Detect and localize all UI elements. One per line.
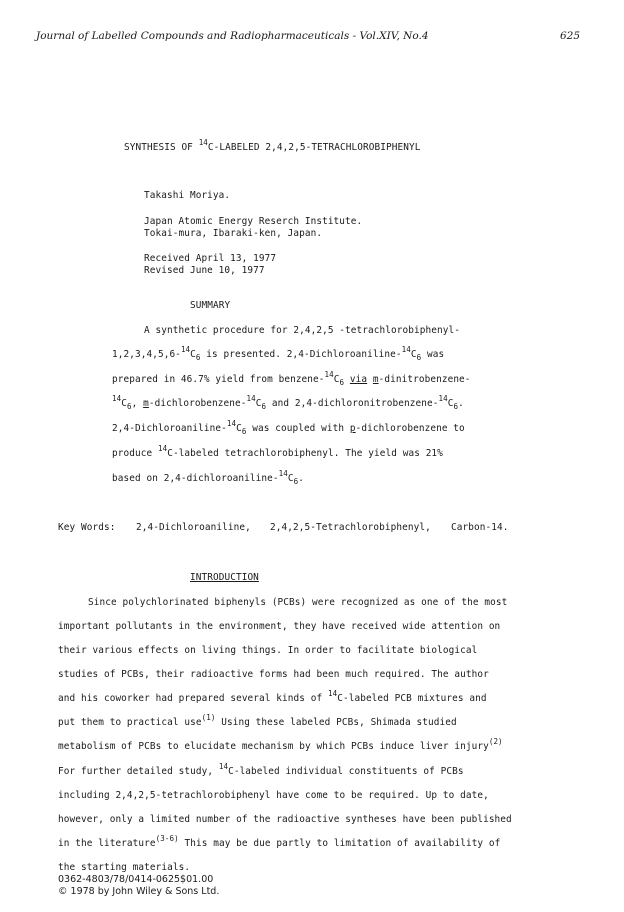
received-date: Received April 13, 1977 xyxy=(144,253,277,264)
intro-line-12: the starting materials. xyxy=(58,862,191,873)
keyword-2: 2,4,2,5-Tetrachlorobiphenyl, xyxy=(270,522,431,533)
intro-line-9: including 2,4,2,5-tetrachlorobiphenyl have come to be required. Up to date, xyxy=(58,790,489,801)
introduction-heading: INTRODUCTION xyxy=(190,572,259,583)
summary-line-6: produce $^{14}$C-labeled tetrachlorobiphenyl. The yield was 21% xyxy=(112,444,443,459)
intro-line-4: studies of PCBs, their radioactive forms had been much required. The author xyxy=(58,669,489,680)
intro-line-1: Since polychlorinated biphenyls (PCBs) were recognized as one of the most xyxy=(88,597,508,608)
summary-line-2: $1,2,3,4,5,6-^{14}C_6$ is presented. $2,4-Dichloroaniline-^{14}C_6$ was xyxy=(112,345,445,362)
intro-line-11: in the literature$^{(3-6)}$ This may be due partly to limitation of availability of xyxy=(58,834,501,849)
page-number: 625 xyxy=(560,30,581,42)
summary-heading: SUMMARY xyxy=(190,300,231,311)
footer-copyright: © 1978 by John Wiley & Sons Ltd. xyxy=(58,886,220,897)
intro-line-3: their various effects on living things. In order to facilitate biological xyxy=(58,645,478,656)
author-name: Takashi Moriya. xyxy=(144,190,231,201)
paper-title: SYNTHESIS OF $^{14}$C-LABELED 2,4,2,5-TETRACHLOROBIPHENYL xyxy=(124,138,421,153)
intro-line-6: put them to practical use$^{(1)}$ Using these labeled PCBs, Shimada studied xyxy=(58,713,457,728)
affiliation-line-1: Japan Atomic Energy Reserch Institute. xyxy=(144,216,363,227)
affiliation-line-2: Tokai-mura, Ibaraki-ken, Japan. xyxy=(144,228,323,239)
summary-line-1: A synthetic procedure for 2,4,2,5 -tetrachlorobiphenyl- xyxy=(144,325,460,336)
summary-line-7: based on $2,4-dichloroaniline-^{14}C_6$. xyxy=(112,469,304,486)
keyword-3: Carbon-14. xyxy=(451,522,509,533)
intro-line-7: metabolism of PCBs to elucidate mechanism by which PCBs induce liver injury$^{(2)}$ xyxy=(58,737,503,752)
intro-line-10: however, only a limited number of the radioactive syntheses have been published xyxy=(58,814,512,825)
intro-line-2: important pollutants in the environment, they have received wide attention on xyxy=(58,621,501,632)
summary-line-5: $2,4-Dichloroaniline-^{14}C_6$ was coupled with p-dichlorobenzene to xyxy=(112,419,465,436)
footer-issn: 0362-4803/78/0414-0625$01.00 xyxy=(58,874,214,885)
intro-line-8: For further detailed study, $^{14}$C-labeled individual constituents of PCBs xyxy=(58,762,464,777)
revised-date: Revised June 10, 1977 xyxy=(144,265,265,276)
keyword-1: 2,4-Dichloroaniline, xyxy=(136,522,251,533)
summary-line-4: $^{14}C_6$, $m-dichlorobenzene-^{14}C_6$ and $2,4-dichloronitrobenzene-^{14}C_6$. xyxy=(112,394,464,411)
summary-line-3: prepared in 46.7% yield from benzene-$^{14}C_6$ via m-dinitrobenzene- xyxy=(112,370,471,387)
journal-header: Journal of Labelled Compounds and Radiopharmaceuticals - Vol.XIV, No.4 xyxy=(36,30,429,42)
intro-line-5: and his coworker had prepared several kinds of $^{14}$C-labeled PCB mixtures and xyxy=(58,689,487,704)
keywords-label: Key Words: xyxy=(58,522,116,533)
